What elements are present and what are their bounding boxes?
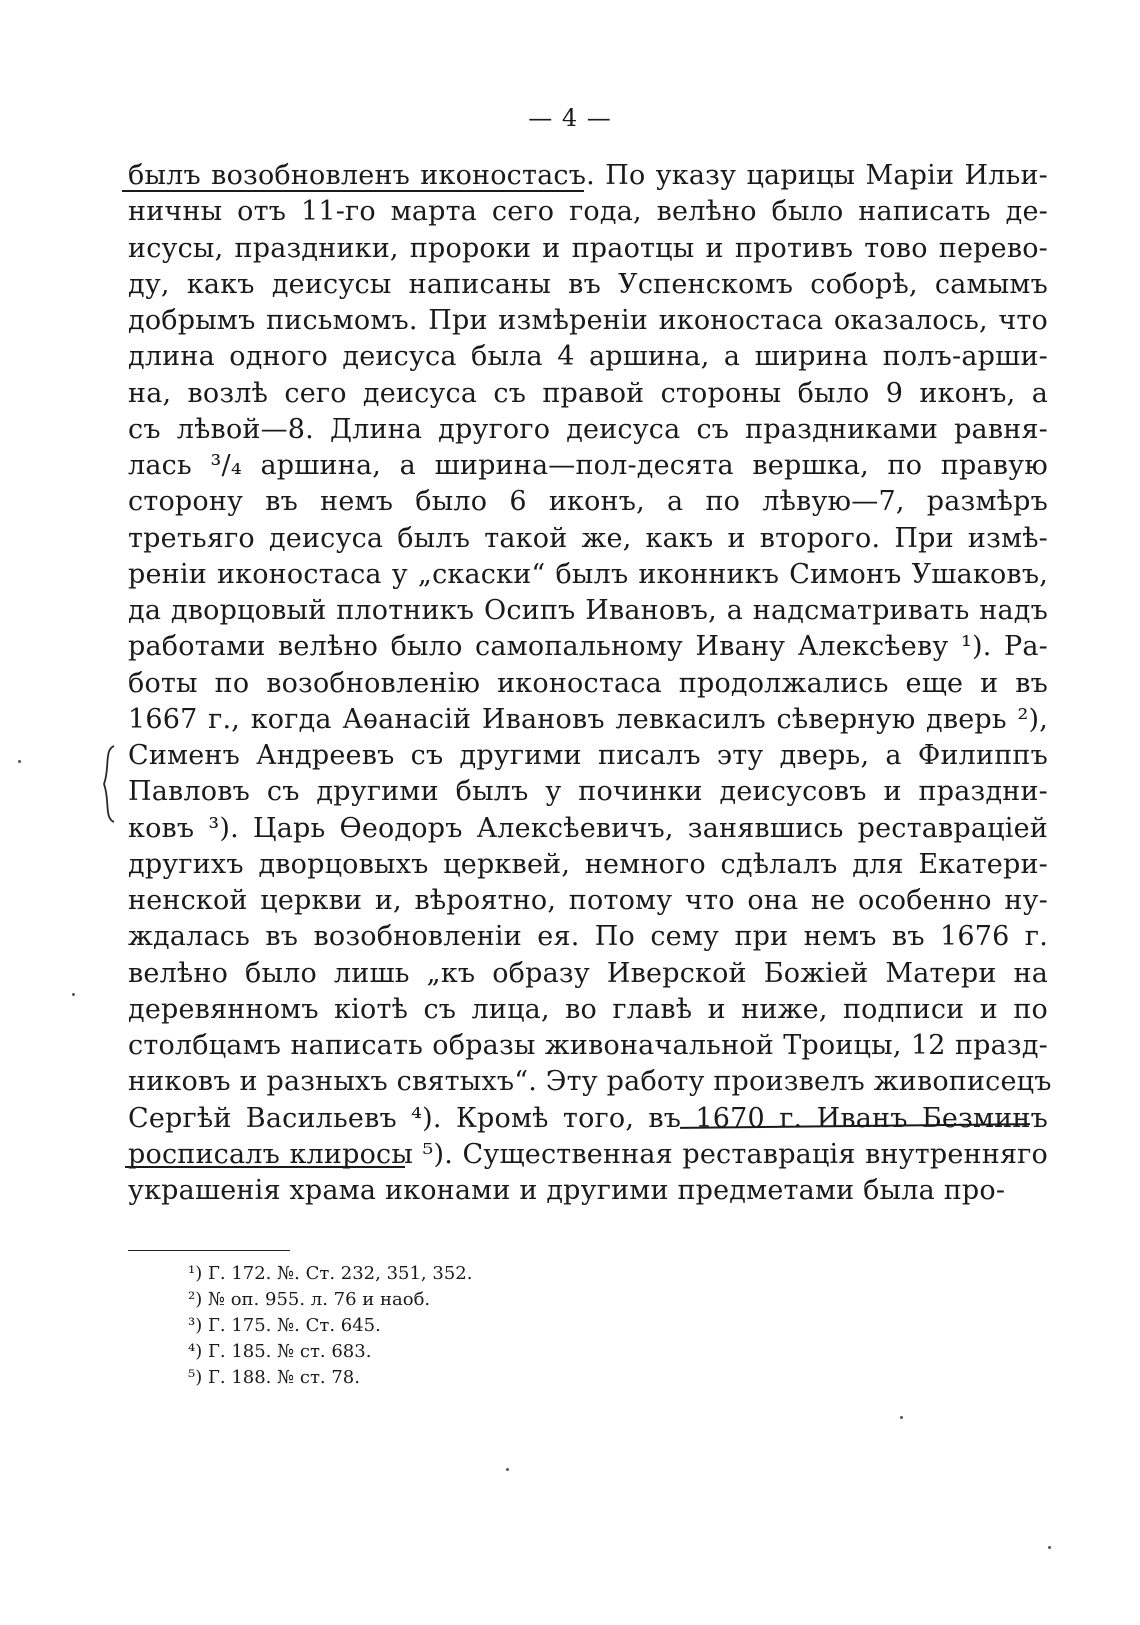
text-line: добрымъ письмомъ. При измѣреніи иконостаса оказалось, что: [128, 305, 1048, 336]
footnotes: [188, 1261, 472, 1391]
text-line: другихъ дворцовыхъ церквей, немного сдѣлалъ для Екатери-: [128, 848, 1048, 880]
scan-speck: [72, 993, 75, 996]
text-line: Сергѣй Васильевъ ⁴). Кромѣ того, въ 1670 г. Иванъ Безминъ: [128, 1102, 1048, 1134]
text-line: ненской церкви и, вѣроятно, потому что она не особенно ну-: [128, 885, 1048, 916]
text-line: лась ³/₄ аршина, а ширина—пол-десята вершка, по правую: [128, 450, 1048, 481]
scan-speck: [1048, 1546, 1051, 1549]
text-line: на, возлѣ сего деисуса съ правой стороны было 9 иконъ, а: [128, 377, 1048, 409]
text-line: да дворцовый плотникъ Осипъ Ивановъ, а надсматривать надъ: [128, 595, 1048, 626]
text-line: сторону въ немъ было 6 иконъ, а по лѣвую—7, размѣръ: [128, 486, 1048, 518]
footnote-rule: [128, 1250, 290, 1251]
body-text: [128, 158, 1052, 1209]
scan-speck: [506, 1468, 509, 1471]
text-line: столбцамъ написать образы живоначальной Троицы, 12 празд-: [128, 1030, 1048, 1061]
text-line: росписалъ клиросы ⁵). Существенная реставрація внутренняго: [128, 1138, 1048, 1170]
text-line: ковъ ³). Царь Ѳеодоръ Алексѣевичъ, занявшись реставраціей: [128, 812, 1048, 844]
text-line: Сименъ Андреевъ съ другими писалъ эту дверь, а Филиппъ: [128, 740, 1048, 771]
text-line: никовъ и разныхъ святыхъ“. Эту работу произвелъ живописецъ: [128, 1066, 1052, 1098]
text-line: ду, какъ деисусы написаны въ Успенскомъ соборѣ, самымъ: [128, 268, 1048, 300]
text-line: исусы, праздники, пророки и праотцы и противъ тово перево-: [128, 232, 1048, 264]
text-line: боты по возобновленію иконостаса продолжались еще и въ: [128, 667, 1048, 699]
footnote: ¹) Г. 172. №. Ст. 232, 351, 352.: [188, 1263, 473, 1284]
text-line: третьяго деисуса былъ такой же, какъ и второго. При измѣ-: [128, 522, 1048, 554]
text-line: былъ возобновленъ иконостасъ. По указу царицы Маріи Ильи-: [128, 160, 1048, 191]
text-line: Павловъ съ другими былъ у починки деисусовъ и праздни-: [128, 776, 1048, 808]
footnote: ³) Г. 175. №. Ст. 645.: [188, 1315, 381, 1336]
scan-speck: [18, 760, 21, 763]
text-line: велѣно было лишь „къ образу Иверской Божіей Матери на: [128, 957, 1048, 989]
footnote: ²) № оп. 955. л. 76 и наоб.: [188, 1289, 431, 1310]
text-line: ничны отъ 11-го марта сего года, велѣно было написать де-: [128, 196, 1048, 228]
text-line: работами велѣно было самопальному Ивану Алексѣеву ¹). Ра-: [128, 631, 1048, 663]
text-line: съ лѣвой—8. Длина другого деисуса съ праздниками равня-: [128, 413, 1048, 445]
scan-speck: [900, 1416, 903, 1419]
text-line: реніи иконостаса у „скаски“ былъ иконникъ Симонъ Ушаковъ,: [128, 558, 1048, 590]
footnote: ⁴) Г. 185. № ст. 683.: [188, 1341, 372, 1362]
text-line: длина одного деисуса была 4 аршина, а ширина полъ-арши-: [128, 341, 1048, 373]
text-line: деревянномъ кіотѣ съ лица, во главѣ и ниже, подписи и по: [128, 993, 1048, 1025]
pencil-underline: [125, 1166, 405, 1168]
page-number: — 4 —: [528, 104, 612, 132]
text-line: украшенія храма иконами и другими предметами была про-: [128, 1175, 1006, 1206]
footnote: ⁵) Г. 188. № ст. 78.: [188, 1367, 360, 1388]
margin-bracket-mark: [100, 744, 118, 824]
text-line: ждалась въ возобновленіи ея. По сему при немъ въ 1676 г.: [128, 921, 1048, 953]
text-line: 1667 г., когда Аѳанасій Ивановъ левкасилъ сѣверную дверь ²),: [128, 703, 1048, 735]
pencil-underline: [122, 190, 584, 192]
